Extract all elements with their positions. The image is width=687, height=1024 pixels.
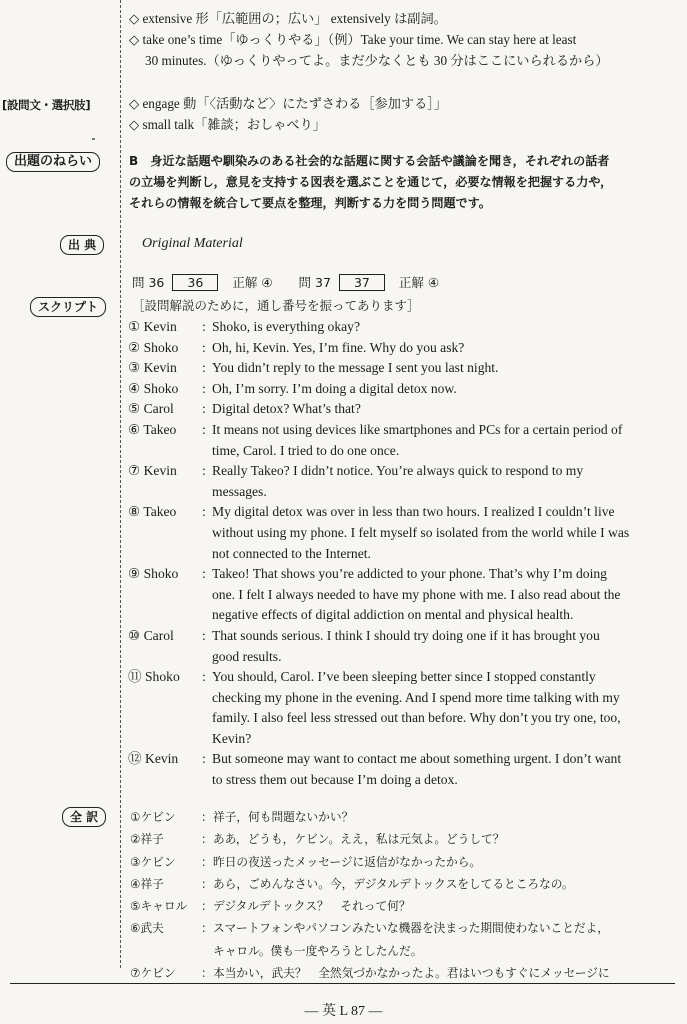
colon: ：	[201, 899, 213, 914]
script-speaker	[128, 502, 202, 523]
script-text: checking my phone in the evening. And I spend more time talking with my	[212, 689, 620, 705]
colon: :	[202, 504, 206, 520]
translation-text: デジタルデトックス？ それって何？	[213, 899, 411, 914]
label-translation: 全 訳	[62, 807, 106, 827]
translation-line	[130, 806, 678, 828]
script-speaker-name: Kevin	[145, 751, 179, 767]
translation-speaker: ④祥子	[130, 876, 164, 891]
script-line	[128, 626, 676, 647]
vocab-questions	[129, 93, 447, 135]
script-speaker	[128, 749, 202, 770]
script-text: messages.	[212, 483, 267, 499]
script-text: one. I felt I always needed to have my phone with me. I also read about the	[212, 586, 621, 602]
script-speaker	[128, 379, 202, 400]
vocab-extensive: ◇ extensive 形「広範囲の；広い」 extensively は副詞。	[129, 11, 447, 26]
script-line-continued	[128, 605, 676, 626]
script-line-number: ①	[128, 319, 141, 334]
q37-box: 37	[339, 274, 385, 291]
translation-text: 本当かい，武夫？ 全然気づかなかったよ。君はいつもすぐにメッセージに	[213, 966, 610, 981]
script-text: Really Takeo? I didn’t notice. You’re always quick to respond to my	[212, 463, 584, 479]
translation-line	[130, 917, 678, 939]
script-line-continued	[128, 647, 676, 668]
label-questions: [設問文・選択肢]	[2, 98, 91, 112]
script-speaker-name: Shoko	[143, 380, 179, 396]
script-line-number: ⑤	[128, 401, 141, 417]
aim-line: の立場を判断し，意見を支持する図表を選ぶことを通じて，必要な情報を把握する力や，	[129, 175, 613, 189]
q37-answer: 正解 ④	[398, 275, 440, 290]
colon: ：	[201, 876, 213, 891]
vocab-top	[129, 8, 609, 71]
colon: :	[202, 380, 206, 396]
script-speaker	[128, 667, 202, 688]
script-speaker	[128, 461, 202, 482]
script-line-number: ⑧	[128, 504, 141, 520]
answer-row	[132, 273, 439, 291]
script-speaker	[128, 399, 202, 420]
script-line	[128, 379, 676, 400]
script-line-number: ⑦	[128, 463, 141, 479]
colon: ：	[201, 854, 213, 869]
script-text: Oh, I’m sorry. I’m doing a digital detox now.	[212, 380, 457, 396]
margin-dashed-rule	[120, 0, 121, 968]
translation-text: スマートフォンやパソコンみたいな機器を決まった期間使わないことだよ，	[213, 921, 609, 936]
script-speaker-name: Kevin	[143, 463, 177, 479]
script-line-number: ③	[128, 360, 141, 376]
script-text: You didn’t reply to the message I sent you last night.	[212, 360, 499, 376]
script-speaker	[128, 358, 202, 379]
translation-speaker: ⑦ケビン	[130, 966, 176, 981]
script-speaker-name: Shoko	[145, 669, 180, 685]
footer-rule	[10, 983, 675, 984]
translation-text: 昨日の夜送ったメッセージに返信がなかったから。	[213, 854, 482, 869]
script-line	[128, 749, 676, 770]
translation-line	[130, 895, 678, 917]
script-speaker	[128, 317, 202, 338]
aim-text	[129, 151, 674, 214]
script-speaker-name: Shoko	[143, 566, 179, 582]
script-text: Kevin?	[212, 730, 252, 746]
q37-label: 問 37	[298, 275, 331, 290]
script-text: You should, Carol. I’ve been sleeping better since I stopped constantly	[212, 669, 596, 685]
script-line-number: ⑩	[128, 627, 141, 643]
vocab-take-ones-time: ◇ take one’s time「ゆっくりやる」（例）Take your time. We can stay here at least	[129, 32, 577, 47]
script-text: Oh, hi, Kevin. Yes, I’m fine. Why do you ask?	[212, 339, 465, 355]
script-speaker-name: Kevin	[143, 360, 177, 376]
script-speaker-name: Carol	[143, 627, 174, 643]
script-text: But someone may want to contact me about something urgent. I don’t want	[212, 751, 622, 767]
script-text: family. I also feel less stressed out than before. Why don’t you try one, too,	[212, 710, 621, 726]
translation-speaker: ⑤キャロル	[130, 899, 188, 914]
script-text: That sounds serious. I think I should try doing one if it has brought you	[212, 627, 600, 643]
translation-speaker: ⑥武夫	[130, 921, 164, 936]
script-line-number: ⑨	[128, 566, 141, 582]
script-line	[128, 399, 676, 420]
script-speaker	[128, 420, 202, 441]
translation-line	[130, 873, 678, 895]
script-line-number: ⑪	[128, 669, 142, 685]
script-speaker-name: Kevin	[143, 319, 177, 334]
translation-line	[130, 851, 678, 873]
aim-line: それらの情報を統合して要点を整理，判断する力を問う問題です。	[129, 196, 491, 210]
translation-speaker: ②祥子	[130, 832, 164, 847]
script-text: Takeo! That shows you’re addicted to your phone. That’s why I’m doing	[212, 566, 607, 582]
script-line-continued	[128, 729, 676, 750]
script-line	[128, 317, 676, 338]
script-line	[128, 461, 676, 482]
translation-speaker: ③ケビン	[130, 854, 176, 869]
script-speaker	[128, 626, 202, 647]
script-line-number: ②	[128, 339, 141, 355]
colon: :	[202, 360, 206, 376]
script-speaker-name: Takeo	[143, 421, 177, 437]
script-line	[128, 667, 676, 688]
vocab-engage: ◇ engage 動「〈活動など〉にたずさわる［参加する］」	[129, 96, 448, 111]
translation-text: ああ，どうも，ケビン。ええ，私は元気よ。どうして？	[213, 832, 505, 847]
script-speaker	[128, 564, 202, 585]
colon: :	[202, 463, 206, 479]
page-number: — 英 L 87 —	[304, 1004, 383, 1019]
vocab-small-talk: ◇ small talk「雑談；おしゃべり」	[129, 117, 326, 132]
script-line	[128, 564, 676, 585]
script-line-continued	[128, 708, 676, 729]
colon: :	[202, 566, 206, 582]
translation-text: あら，ごめんなさい。今，デジタルデトックスをしてるところなの。	[213, 876, 574, 891]
script-line-continued	[128, 585, 676, 606]
colon: :	[202, 421, 206, 437]
script-speaker-name: Takeo	[143, 504, 177, 520]
script-line-continued	[128, 441, 676, 462]
script-line-number: ④	[128, 380, 141, 396]
script-body	[128, 317, 676, 791]
colon: :	[202, 401, 206, 417]
translation-speaker: ①ケビン	[130, 810, 176, 824]
colon: :	[202, 669, 206, 685]
script-text: It means not using devices like smartphones and PCs for a certain period of	[212, 421, 623, 437]
script-line	[128, 502, 676, 523]
script-line-continued	[128, 482, 676, 503]
translation-text: 祥子，何も問題ないかい？	[213, 810, 354, 824]
source-text: Original Material	[142, 236, 243, 251]
translation-line	[130, 828, 678, 850]
script-speaker	[128, 338, 202, 359]
script-line-number: ⑫	[128, 751, 142, 767]
vocab-take-ones-time-example: 30 minutes.（ゆっくりやってよ。まだ少なくとも 30 分はここにいられるから）	[145, 53, 609, 68]
aim-line: B 身近な話題や馴染みのある社会的な話題に関する会話や議論を聞き，それぞれの話者	[129, 154, 610, 168]
script-text: not connected to the Internet.	[212, 545, 371, 561]
script-speaker-name: Shoko	[143, 339, 179, 355]
script-speaker-name: Carol	[143, 401, 174, 417]
script-text: Shoko, is everything okay?	[212, 319, 360, 334]
margin-mark	[92, 138, 95, 140]
label-aim: 出題のねらい	[6, 152, 100, 172]
colon: ：	[201, 966, 213, 981]
script-line-number: ⑥	[128, 421, 141, 437]
colon: ：	[201, 832, 213, 847]
script-text: good results.	[212, 648, 282, 664]
script-line	[128, 358, 676, 379]
colon: :	[202, 751, 206, 767]
script-line	[128, 420, 676, 441]
script-text: to stress them out because I’m doing a detox.	[212, 772, 458, 788]
script-note: ［設問解説のために，通し番号を振ってあります］	[132, 299, 420, 313]
script-line	[128, 338, 676, 359]
script-text: Digital detox? What’s that?	[212, 401, 361, 417]
script-line-continued	[128, 770, 676, 791]
q36-box: 36	[172, 274, 218, 291]
script-text: negative effects of digital addiction on mental and physical health.	[212, 607, 574, 623]
colon: :	[202, 319, 206, 334]
translation-line	[130, 940, 678, 962]
colon: :	[202, 627, 206, 643]
colon: ：	[201, 921, 213, 936]
translation-text: キャロル。僕も一度やろうとしたんだ。	[213, 943, 423, 958]
colon: :	[202, 339, 206, 355]
colon: ：	[201, 810, 213, 824]
label-script: スクリプト	[30, 297, 106, 317]
script-line-continued	[128, 523, 676, 544]
script-line-continued	[128, 688, 676, 709]
script-text: without using my phone. I felt myself so isolated from the world while I was	[212, 524, 630, 540]
q36-answer: 正解 ④	[232, 275, 273, 290]
script-text: time, Carol. I tried to do one once.	[212, 442, 400, 458]
label-source: 出 典	[60, 235, 104, 255]
translation-body	[130, 806, 678, 984]
translation-line	[130, 962, 678, 984]
q36-label: 問 36	[132, 275, 165, 290]
script-line-continued	[128, 544, 676, 565]
script-text: My digital detox was over in less than two hours. I realized I couldn’t live	[212, 504, 615, 520]
